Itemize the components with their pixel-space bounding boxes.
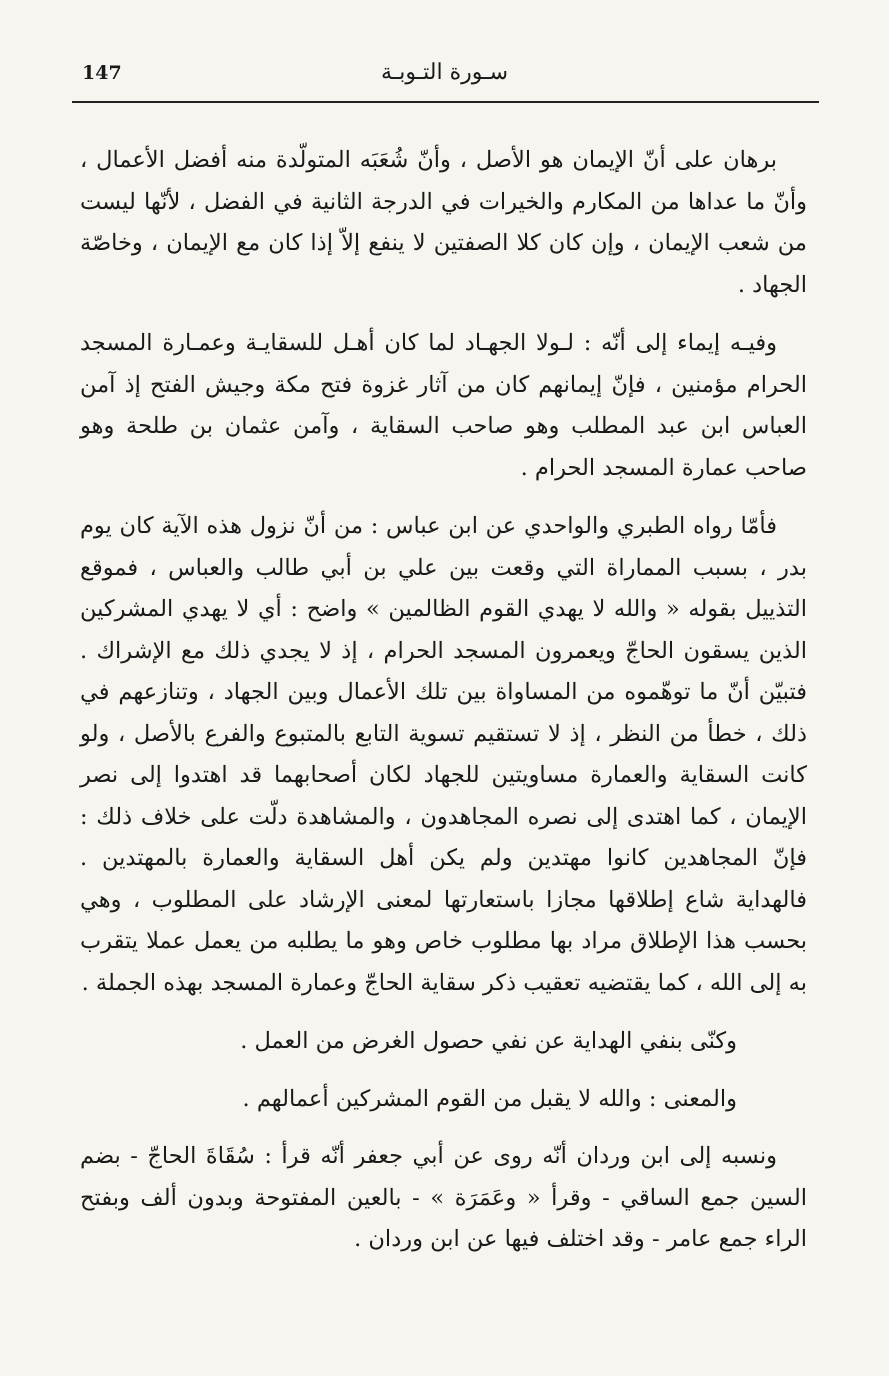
header-divider: [72, 101, 819, 103]
surah-title: سـورة التـوبـة: [380, 60, 508, 85]
paragraph: ونسبه إلى ابن وردان أنّه روى عن أبي جعفر أنّه قرأ : سُقَاةَ الحاجّ - بضم السين جمع الساقي - وقرأ « وعَمَرَة » - بالعين المفتوحة وبدون ألف وبفتح الراء جمع عامر - وقد اختلف فيها عن ابن وردان .: [80, 1143, 807, 1252]
page-number: 147: [82, 62, 122, 84]
page-header: [72, 56, 817, 96]
paragraph: وفيـه إيماء إلى أنّه : لـولا الجهـاد لما كان أهـل للسقايـة وعمـارة المسجد الحرام مؤمنين ، فإنّ إيمانهم كان من آثار غزوة فتح مكة وجيش الفتح إذ آمن العباس ابن عبد المطلب وهو صاحب السقاية ، وآمن عثمان بن طلحة وهو صاحب عمارة المسجد الحرام .: [80, 330, 807, 481]
paragraph: برهان على أنّ الإيمان هو الأصل ، وأنّ شُعَبَه المتولّدة منه أفضل الأعمال ، وأنّ ما عداها من المكارم والخيرات في الدرجة الثانية في الفضل ، لأنّها ليست من شعب الإيمان ، وإن كان كلا الصفتين لا ينفع إلاّ إذا كان مع الإيمان ، وخاصّة الجهاد .: [80, 147, 807, 298]
paragraph: فأمّا رواه الطبري والواحدي عن ابن عباس : من أنّ نزول هذه الآية كان يوم بدر ، بسبب المماراة التي وقعت بين علي بن أبي طالب والعباس ، فموقع التذييل بقوله « والله لا يهدي القوم الظالمين » واضح : أي لا يهدي المشركين الذين يسقون الحاجّ ويعمرون المسجد الحرام ، إذ لا يجدي ذلك مع الإشراك . فتبيّن أنّ ما توهّموه من المساواة بين تلك الأعمال وبين الجهاد ، وتنازعهم في ذلك ، خطأ من النظر ، إذ لا تستقيم تسوية التابع بالمتبوع والفرع بالأصل ، ولو كانت السقاية والعمارة مساويتين للجهاد لكان أصحابهما قد اهتدوا إلى نصر الإيمان ، كما اهتدى إلى نصره المجاهدون ، والمشاهدة دلّت على خلاف ذلك : فإنّ المجاهدين كانوا مهتدين ولم يكن أهل السقاية والعمارة بالمهتدين . فالهداية شاع إطلاقها مجازا باستعارتها لمعنى الإرشاد على المطلوب ، وهي بحسب هذا الإطلاق مراد بها مطلوب خاص وهو ما يطلبه من يعمل عملا يتقرب به إلى الله ، كما يقتضيه تعقيب ذكر سقاية الحاجّ وعمارة المسجد بهذه الجملة .: [80, 513, 807, 996]
indented-line: وكنّى بنفي الهداية عن نفي حصول الغرض من العمل .: [240, 1028, 737, 1054]
indented-line: والمعنى : والله لا يقبل من القوم المشركين أعمالهم .: [242, 1085, 737, 1112]
body-text: [80, 140, 807, 1278]
